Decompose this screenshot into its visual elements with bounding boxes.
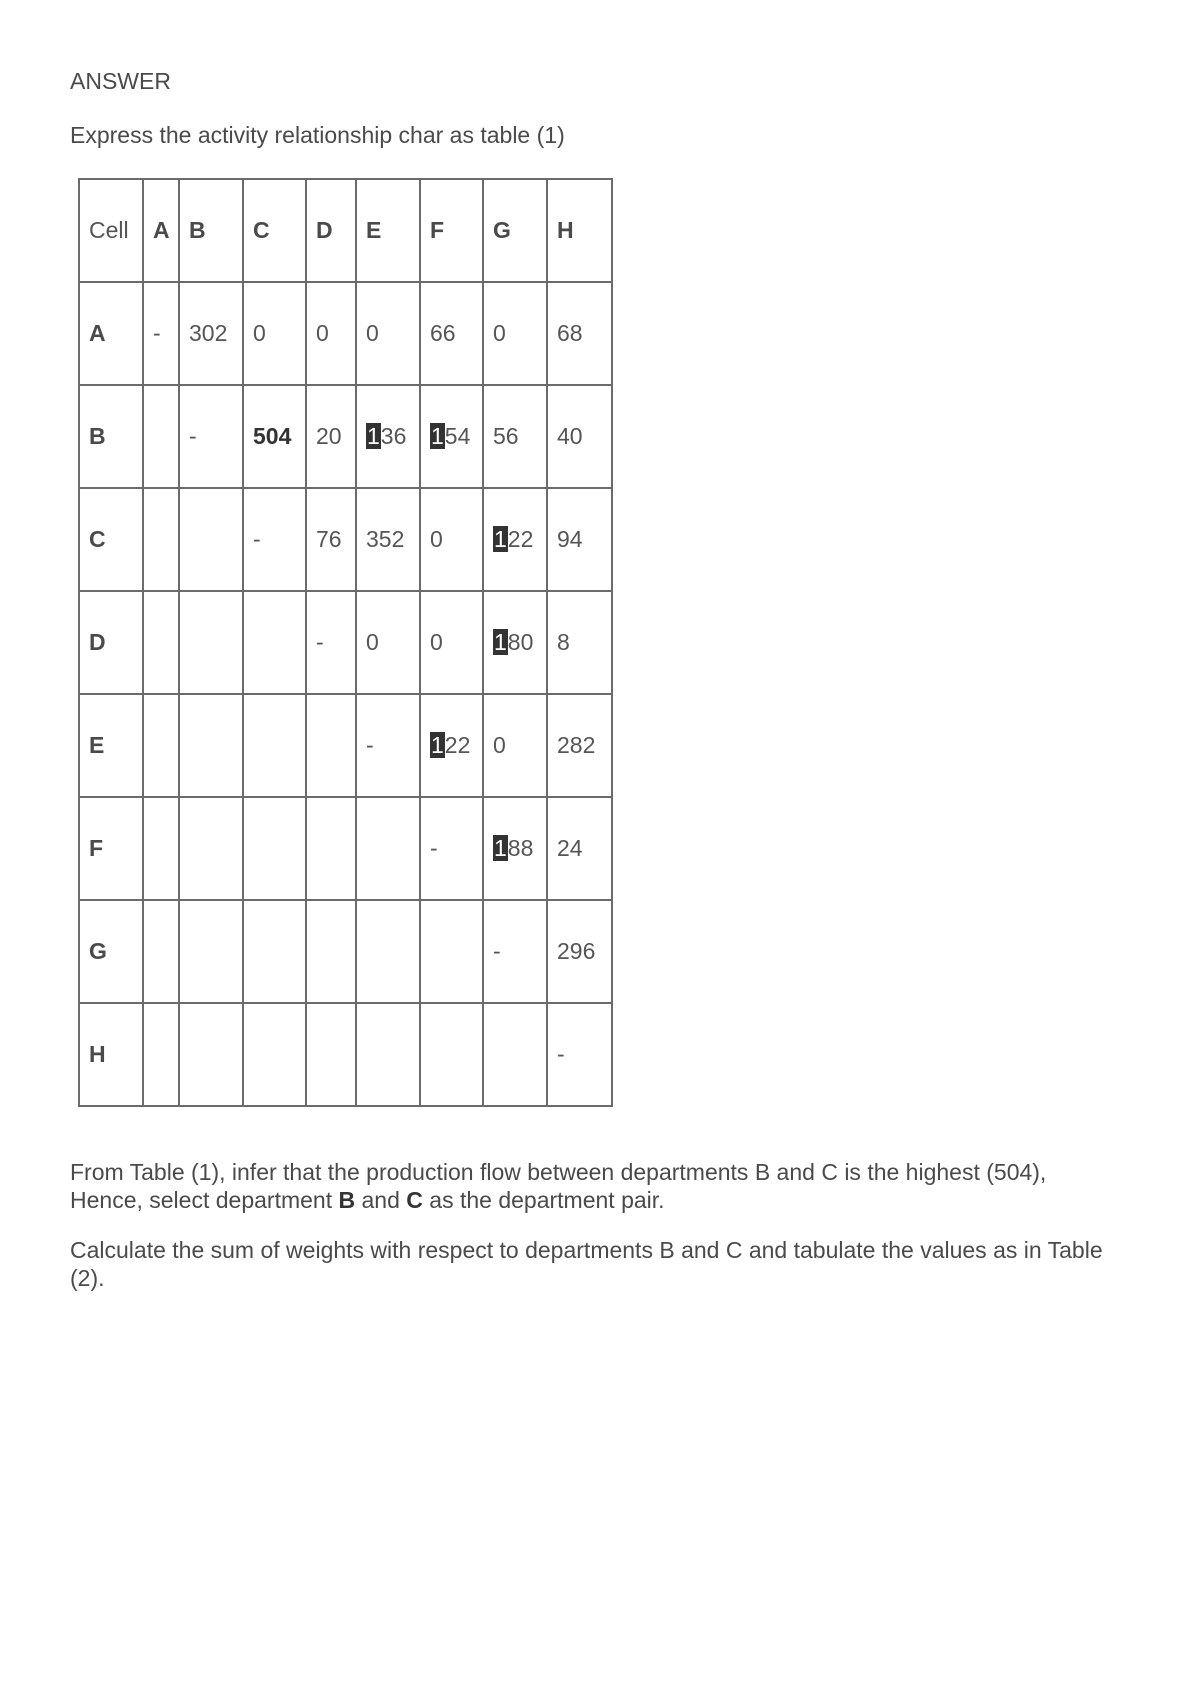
table-cell: - [483,900,547,1003]
table-cell [143,591,179,694]
table-cell: 0 [306,282,356,385]
table-cell: 0 [356,282,420,385]
table-cell: - [306,591,356,694]
table-cell: - [179,385,243,488]
column-header: F [420,179,483,282]
row-header: E [79,694,143,797]
table-row [79,591,612,694]
inference-line-2a: Hence, select department [70,1187,339,1213]
table-cell [420,385,483,488]
cell-value-rest: 54 [444,423,471,449]
table-cell: - [547,1003,612,1106]
table-cell [243,591,306,694]
highlight-mark: 1 [431,732,444,758]
table-cell [243,797,306,900]
cell-value-rest: 80 [507,629,534,655]
table-cell: 94 [547,488,612,591]
table-cell: 352 [356,488,420,591]
table-cell: 68 [547,282,612,385]
highlight-mark: 1 [431,423,444,449]
table-row [79,694,612,797]
inference-line-1: From Table (1), infer that the production flow between departments B and C is the highest (504), [70,1159,1047,1185]
table-cell [306,1003,356,1106]
table-cell: 20 [306,385,356,488]
row-header: D [79,591,143,694]
table-cell: - [243,488,306,591]
table-cell: 76 [306,488,356,591]
table-cell: 0 [420,591,483,694]
table-cell [179,694,243,797]
table-cell [179,488,243,591]
inference-paragraph [70,1158,1130,1214]
table-cell: 40 [547,385,612,488]
table-cell [179,591,243,694]
table-cell: 302 [179,282,243,385]
table-cell [243,694,306,797]
table-cell [143,385,179,488]
dept-c-bold: C [406,1187,423,1213]
table-cell [356,900,420,1003]
table-cell [143,488,179,591]
table-cell: 504 [243,385,306,488]
table-cell [243,1003,306,1106]
table-cell [356,1003,420,1106]
row-header: F [79,797,143,900]
table-cell: 66 [420,282,483,385]
table-cell [243,900,306,1003]
row-header: G [79,900,143,1003]
table-cell: - [420,797,483,900]
cell-value-rest: 36 [380,423,407,449]
table-cell: 0 [483,694,547,797]
answer-heading: ANSWER [70,68,171,94]
column-header: A [143,179,179,282]
column-header: B [179,179,243,282]
table-cell [179,1003,243,1106]
table-cell [179,797,243,900]
table-cell [143,694,179,797]
table-corner-cell: Cell [79,179,143,282]
highlight-mark: 1 [367,423,380,449]
inference-line-2b: and [355,1187,407,1213]
row-header: H [79,1003,143,1106]
table-cell: 8 [547,591,612,694]
row-header: A [79,282,143,385]
row-header: C [79,488,143,591]
table-cell [483,1003,547,1106]
table-cell [143,797,179,900]
table-cell [356,385,420,488]
table-row [79,385,612,488]
table-row [79,1003,612,1106]
inference-line-2c: as the department pair. [422,1187,665,1213]
dept-b-bold: B [338,1187,356,1213]
table-cell [306,694,356,797]
table-cell [483,797,547,900]
table-cell: 282 [547,694,612,797]
table-cell: - [143,282,179,385]
activity-relationship-table [78,178,613,1107]
table-cell [483,591,547,694]
table-row [79,797,612,900]
column-header: H [547,179,612,282]
table-cell [306,797,356,900]
intro-text: Express the activity relationship char as table (1) [70,122,565,148]
table-cell: 56 [483,385,547,488]
table-cell [143,1003,179,1106]
highlight-mark: 1 [494,835,507,861]
table-cell: 0 [356,591,420,694]
highlight-mark: 1 [494,629,507,655]
table-row [79,282,612,385]
table-cell: 0 [483,282,547,385]
highlight-mark: 1 [494,526,507,552]
table-cell [143,900,179,1003]
table-cell [179,900,243,1003]
table-cell [306,900,356,1003]
table-row [79,900,612,1003]
column-header: D [306,179,356,282]
table-cell: 0 [243,282,306,385]
table-cell [420,694,483,797]
table-cell [483,488,547,591]
table-cell [420,1003,483,1106]
table-cell: - [356,694,420,797]
cell-value-rest: 88 [507,835,534,861]
table-cell [356,797,420,900]
cell-value-rest: 22 [507,526,534,552]
table-cell: 296 [547,900,612,1003]
table-cell: 24 [547,797,612,900]
column-header: E [356,179,420,282]
table-cell [420,900,483,1003]
column-header: C [243,179,306,282]
table-header-row [79,179,612,282]
calculation-paragraph: Calculate the sum of weights with respect to departments B and C and tabulate the values as in Table (2). [70,1237,1103,1291]
column-header: G [483,179,547,282]
table-row [79,488,612,591]
cell-value-rest: 22 [444,732,471,758]
table-cell: 0 [420,488,483,591]
row-header: B [79,385,143,488]
